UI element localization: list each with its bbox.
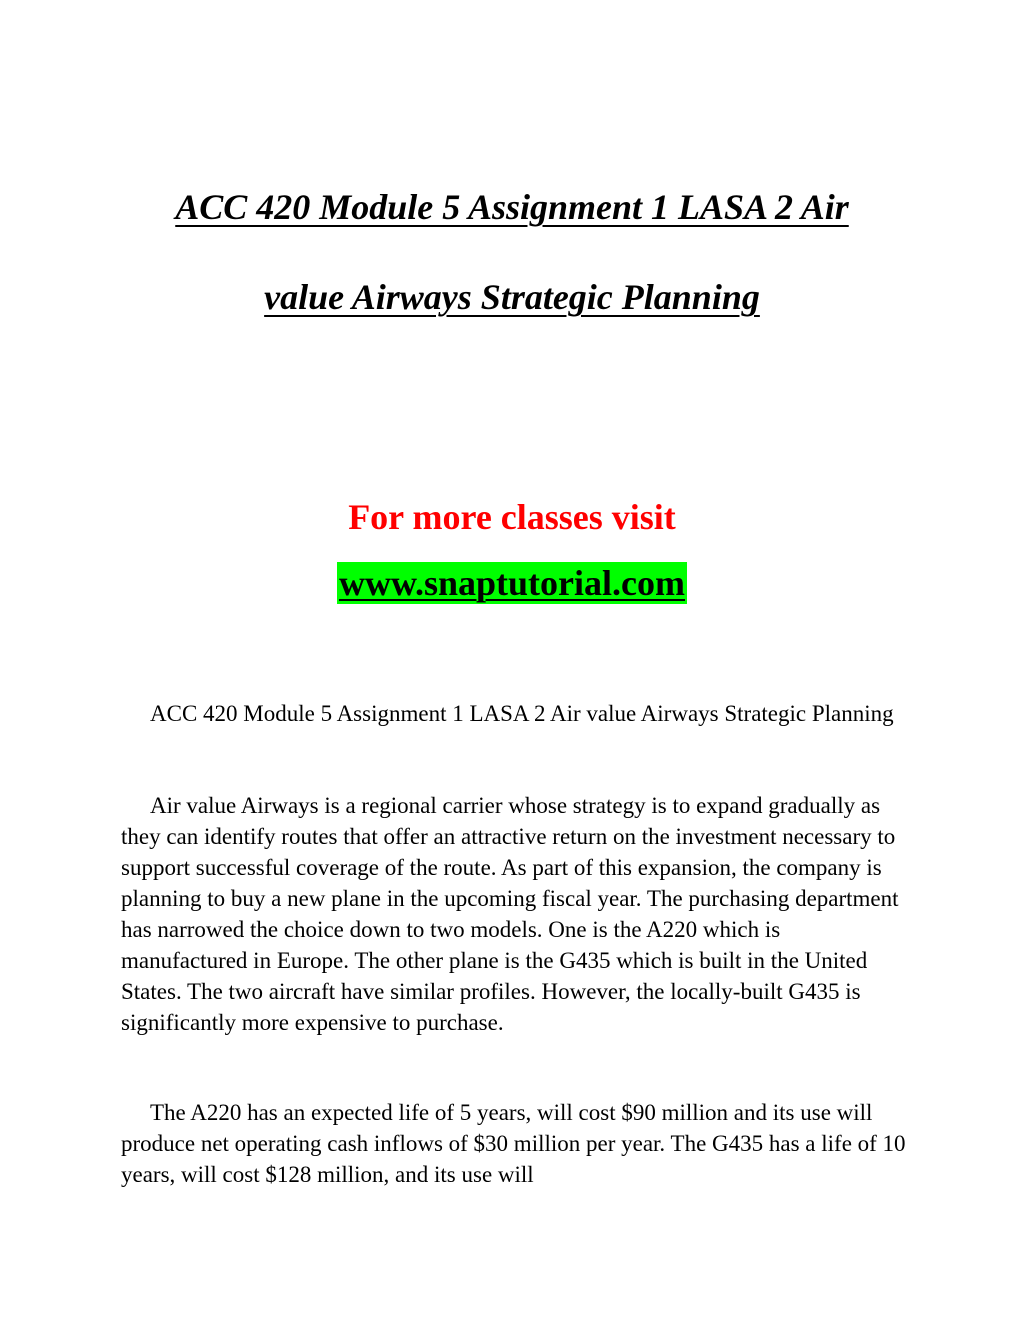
body-paragraph-background <box>121 790 911 1038</box>
document-title-line-1: ACC 420 Module 5 Assignment 1 LASA 2 Air <box>175 187 849 227</box>
body-paragraph-intro <box>121 698 911 729</box>
paragraph-text: ACC 420 Module 5 Assignment 1 LASA 2 Air value Airways Strategic Planning <box>150 701 894 726</box>
document-title-line-2: value Airways Strategic Planning <box>264 277 760 317</box>
promo-link-container <box>0 562 1024 604</box>
body-paragraph-aircraft-details <box>121 1097 911 1190</box>
promo-link[interactable]: www.snaptutorial.com <box>338 563 685 603</box>
promo-text: For more classes visit <box>348 497 676 537</box>
paragraph-text: Air value Airways is a regional carrier whose strategy is to expand gradually as they can identify routes that offer an attractive return on the investment necessary to support successful coverage of the route. As part of this expansion, the company is planning to buy a new plane in the upcoming fiscal year. The purchasing department has narrowed the choice down to two models. One is the A220 which is manufactured in Europe. The other plane is the G435 which is built in the United States. The two aircraft have similar profiles. However, the locally-built G435 is significantly more expensive to purchase. <box>121 793 899 1035</box>
paragraph-text: The A220 has an expected life of 5 years, will cost $90 million and its use will produce net operating cash inflows of $30 million per year. The G435 has a life of 10 years, will cost $128 million, and its use will <box>121 1100 906 1187</box>
